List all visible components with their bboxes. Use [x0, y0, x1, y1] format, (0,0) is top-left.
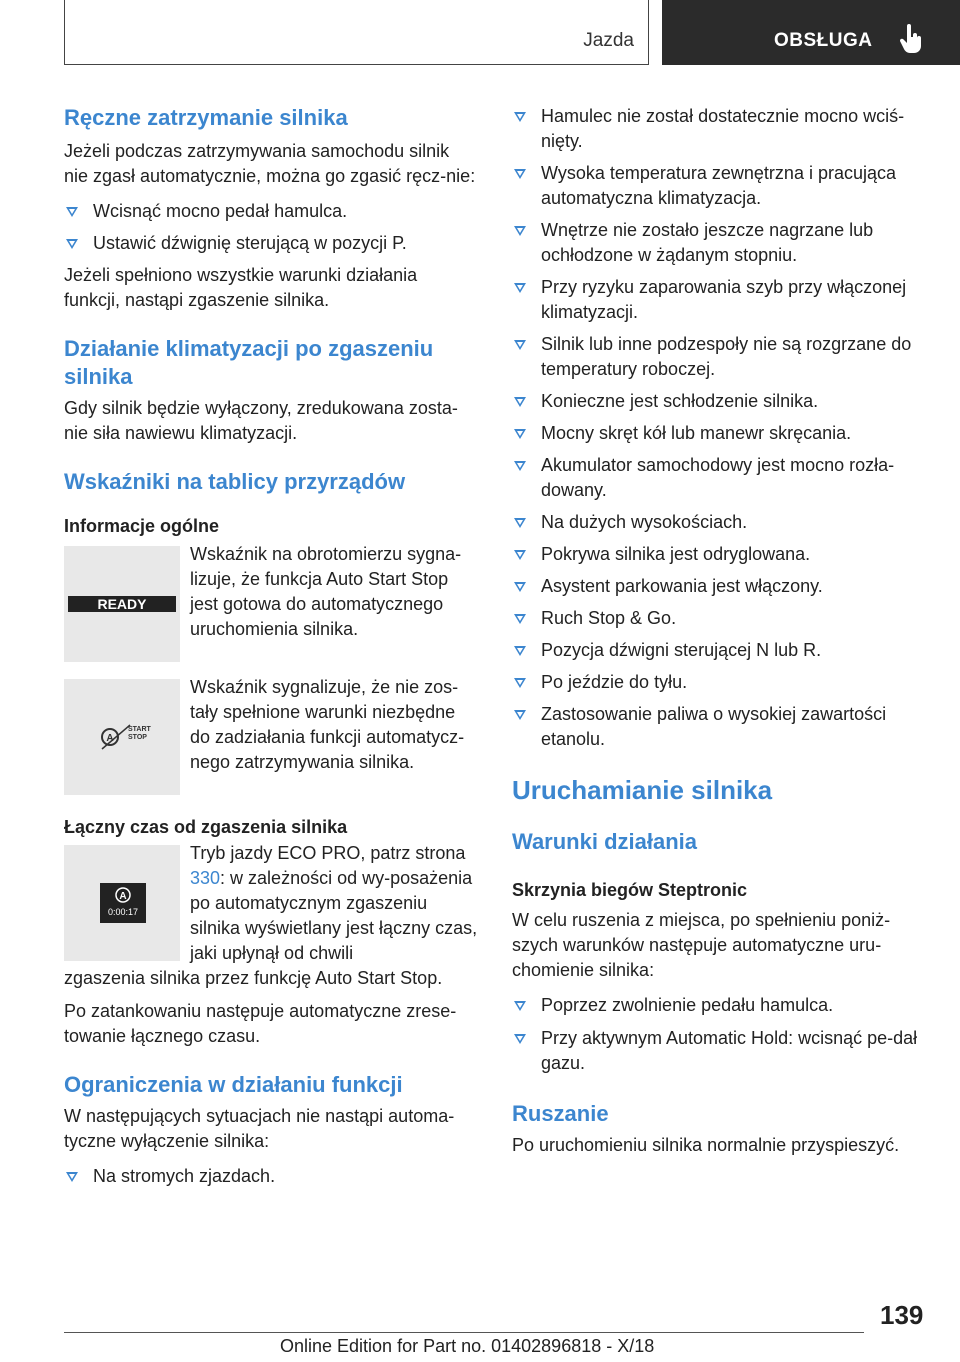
total-time-indicator-image: A 0:00:17	[64, 845, 180, 961]
list-item: Mocny skręt kół lub manewr skręcania.	[512, 421, 928, 446]
header-chapter-label: OBSŁUGA	[774, 30, 873, 51]
triangle-bullet-icon	[514, 429, 526, 439]
triangle-bullet-icon	[514, 646, 526, 656]
list-item: Wnętrze nie zostało jeszcze nagrzane lub ochłodzone w żądanym stopniu.	[512, 218, 928, 268]
triangle-bullet-icon	[514, 678, 526, 688]
triangle-bullet-icon	[514, 226, 526, 236]
list-item: Hamulec nie został dostatecznie mocno wciś-nięty.	[512, 104, 928, 154]
triangle-bullet-icon	[66, 207, 78, 217]
heading-drive-off: Ruszanie	[512, 1101, 609, 1126]
text-start-stop-indicator: Wskaźnik sygnalizuje, że nie zos-tały spełnione warunki niezbędne do zadziałania funkcji automatycz-nego zatrzymywania silnika.	[190, 677, 465, 772]
triangle-bullet-icon	[514, 169, 526, 179]
list-item: Ruch Stop & Go.	[512, 606, 928, 631]
triangle-bullet-icon	[514, 550, 526, 560]
figure-total-time	[64, 841, 478, 966]
header-section-label: Jazda	[583, 30, 634, 51]
triangle-bullet-icon	[514, 340, 526, 350]
list-item: Wysoka temperatura zewnętrzna i pracująca automatyczna klimatyzacja.	[512, 161, 928, 211]
list-item: Ustawić dźwignię sterującą w pozycji P.	[64, 231, 478, 256]
ready-indicator-image: READY	[64, 546, 180, 662]
text-drive-off: Po uruchomieniu silnika normalnie przyspieszyć.	[512, 1135, 900, 1155]
page-number: 139	[880, 1300, 924, 1330]
right-column	[512, 100, 928, 1158]
heading-manual-stop: Ręczne zatrzymanie silnika	[64, 105, 348, 130]
limits-list-continued	[512, 104, 928, 752]
text-limits: W następujących sytuacjach nie nastąpi automa-tyczne wyłączenie silnika:	[64, 1106, 455, 1151]
list-item: Po jeździe do tyłu.	[512, 670, 928, 695]
header-section-tab	[64, 0, 649, 65]
header-chapter-tab	[662, 0, 960, 65]
svg-text:A: A	[119, 891, 127, 902]
text-total-time-continued: zgaszenia silnika przez funkcję Auto Start Stop.	[64, 968, 443, 988]
list-item: Akumulator samochodowy jest mocno rozła-dowany.	[512, 453, 928, 503]
start-stop-indicator-image: A START STOP	[64, 679, 180, 795]
list-item: Pozycja dźwigni sterującej N lub R.	[512, 638, 928, 663]
triangle-bullet-icon	[66, 1172, 78, 1182]
triangle-bullet-icon	[514, 461, 526, 471]
list-item: Pokrywa silnika jest odryglowana.	[512, 542, 928, 567]
heading-general-info: Informacje ogólne	[64, 516, 220, 536]
footer-divider	[64, 1332, 864, 1333]
heading-limits: Ograniczenia w działaniu funkcji	[64, 1072, 403, 1097]
triangle-bullet-icon	[514, 1034, 526, 1044]
figure-start-stop-off	[64, 675, 478, 815]
triangle-bullet-icon	[514, 710, 526, 720]
triangle-bullet-icon	[514, 112, 526, 122]
list-item: Przy aktywnym Automatic Hold: wcisnąć pe-dał gazu.	[512, 1026, 928, 1076]
text-manual-stop: Jeżeli podczas zatrzymywania samochodu silnik nie zgasł automatycznie, można go zgasić ręcz-nie:	[64, 141, 476, 186]
pointing-hand-icon	[898, 24, 924, 54]
text-refuel-reset: Po zatankowaniu następuje automatyczne zrese-towanie łącznego czasu.	[64, 1001, 457, 1046]
triangle-bullet-icon	[514, 1001, 526, 1011]
list-item: Konieczne jest schłodzenie silnika.	[512, 389, 928, 414]
footer-edition: Online Edition for Part no. 01402896818 - X/18	[280, 1336, 655, 1356]
heading-steptronic: Skrzynia biegów Steptronic	[512, 880, 748, 900]
auto-start-stop-icon	[114, 886, 132, 904]
page-link-330[interactable]: 330	[190, 868, 221, 888]
text-conditions-met: Jeżeli spełniono wszystkie warunki działania funkcji, nastąpi zgaszenie silnika.	[64, 265, 418, 310]
list-item: Asystent parkowania jest włączony.	[512, 574, 928, 599]
text-total-time: Tryb jazdy ECO PRO, patrz strona 330: w zależności od wy-posażenia po automatycznym zgaszeniu silnika wyświetlany jest łączny czas, jaki upłynął od chwili	[190, 843, 478, 963]
left-column	[64, 100, 478, 1189]
heading-indicators: Wskaźniki na tablicy przyrządów	[64, 469, 406, 494]
list-item: Zastosowanie paliwa o wysokiej zawartości etanolu.	[512, 702, 928, 752]
heading-total-time: Łączny czas od zgaszenia silnika	[64, 817, 348, 837]
triangle-bullet-icon	[514, 614, 526, 624]
text-ready-indicator: Wskaźnik na obrotomierzu sygna-lizuje, że funkcja Auto Start Stop jest gotowa do automatycznego uruchomienia silnika.	[190, 544, 462, 639]
text-climate: Gdy silnik będzie wyłączony, zredukowana zosta-nie siła nawiewu klimatyzacji.	[64, 398, 458, 443]
heading-engine-start: Uruchamianie silnika	[512, 775, 773, 805]
triangle-bullet-icon	[514, 397, 526, 407]
triangle-bullet-icon	[66, 239, 78, 249]
triangle-bullet-icon	[514, 518, 526, 528]
triangle-bullet-icon	[514, 582, 526, 592]
list-item: Na dużych wysokościach.	[512, 510, 928, 535]
list-item: Silnik lub inne podzespoły nie są rozgrzane do temperatury roboczej.	[512, 332, 928, 382]
figure-ready	[64, 542, 478, 672]
list-item: Poprzez zwolnienie pedału hamulca.	[512, 993, 928, 1018]
heading-conditions: Warunki działania	[512, 829, 698, 854]
list-item: Przy ryzyku zaparowania szyb przy włączonej klimatyzacji.	[512, 275, 928, 325]
text-steptronic: W celu ruszenia z miejsca, po spełnieniu poniż-szych warunków następuje automatyczne uru-chomienie silnika:	[512, 910, 891, 980]
triangle-bullet-icon	[514, 283, 526, 293]
svg-text:A: A	[106, 733, 114, 744]
list-item: Na stromych zjazdach.	[64, 1164, 478, 1189]
list-item: Wcisnąć mocno pedał hamulca.	[64, 199, 478, 224]
heading-climate: Działanie klimatyzacji po zgaszeniu silnika	[64, 336, 434, 389]
